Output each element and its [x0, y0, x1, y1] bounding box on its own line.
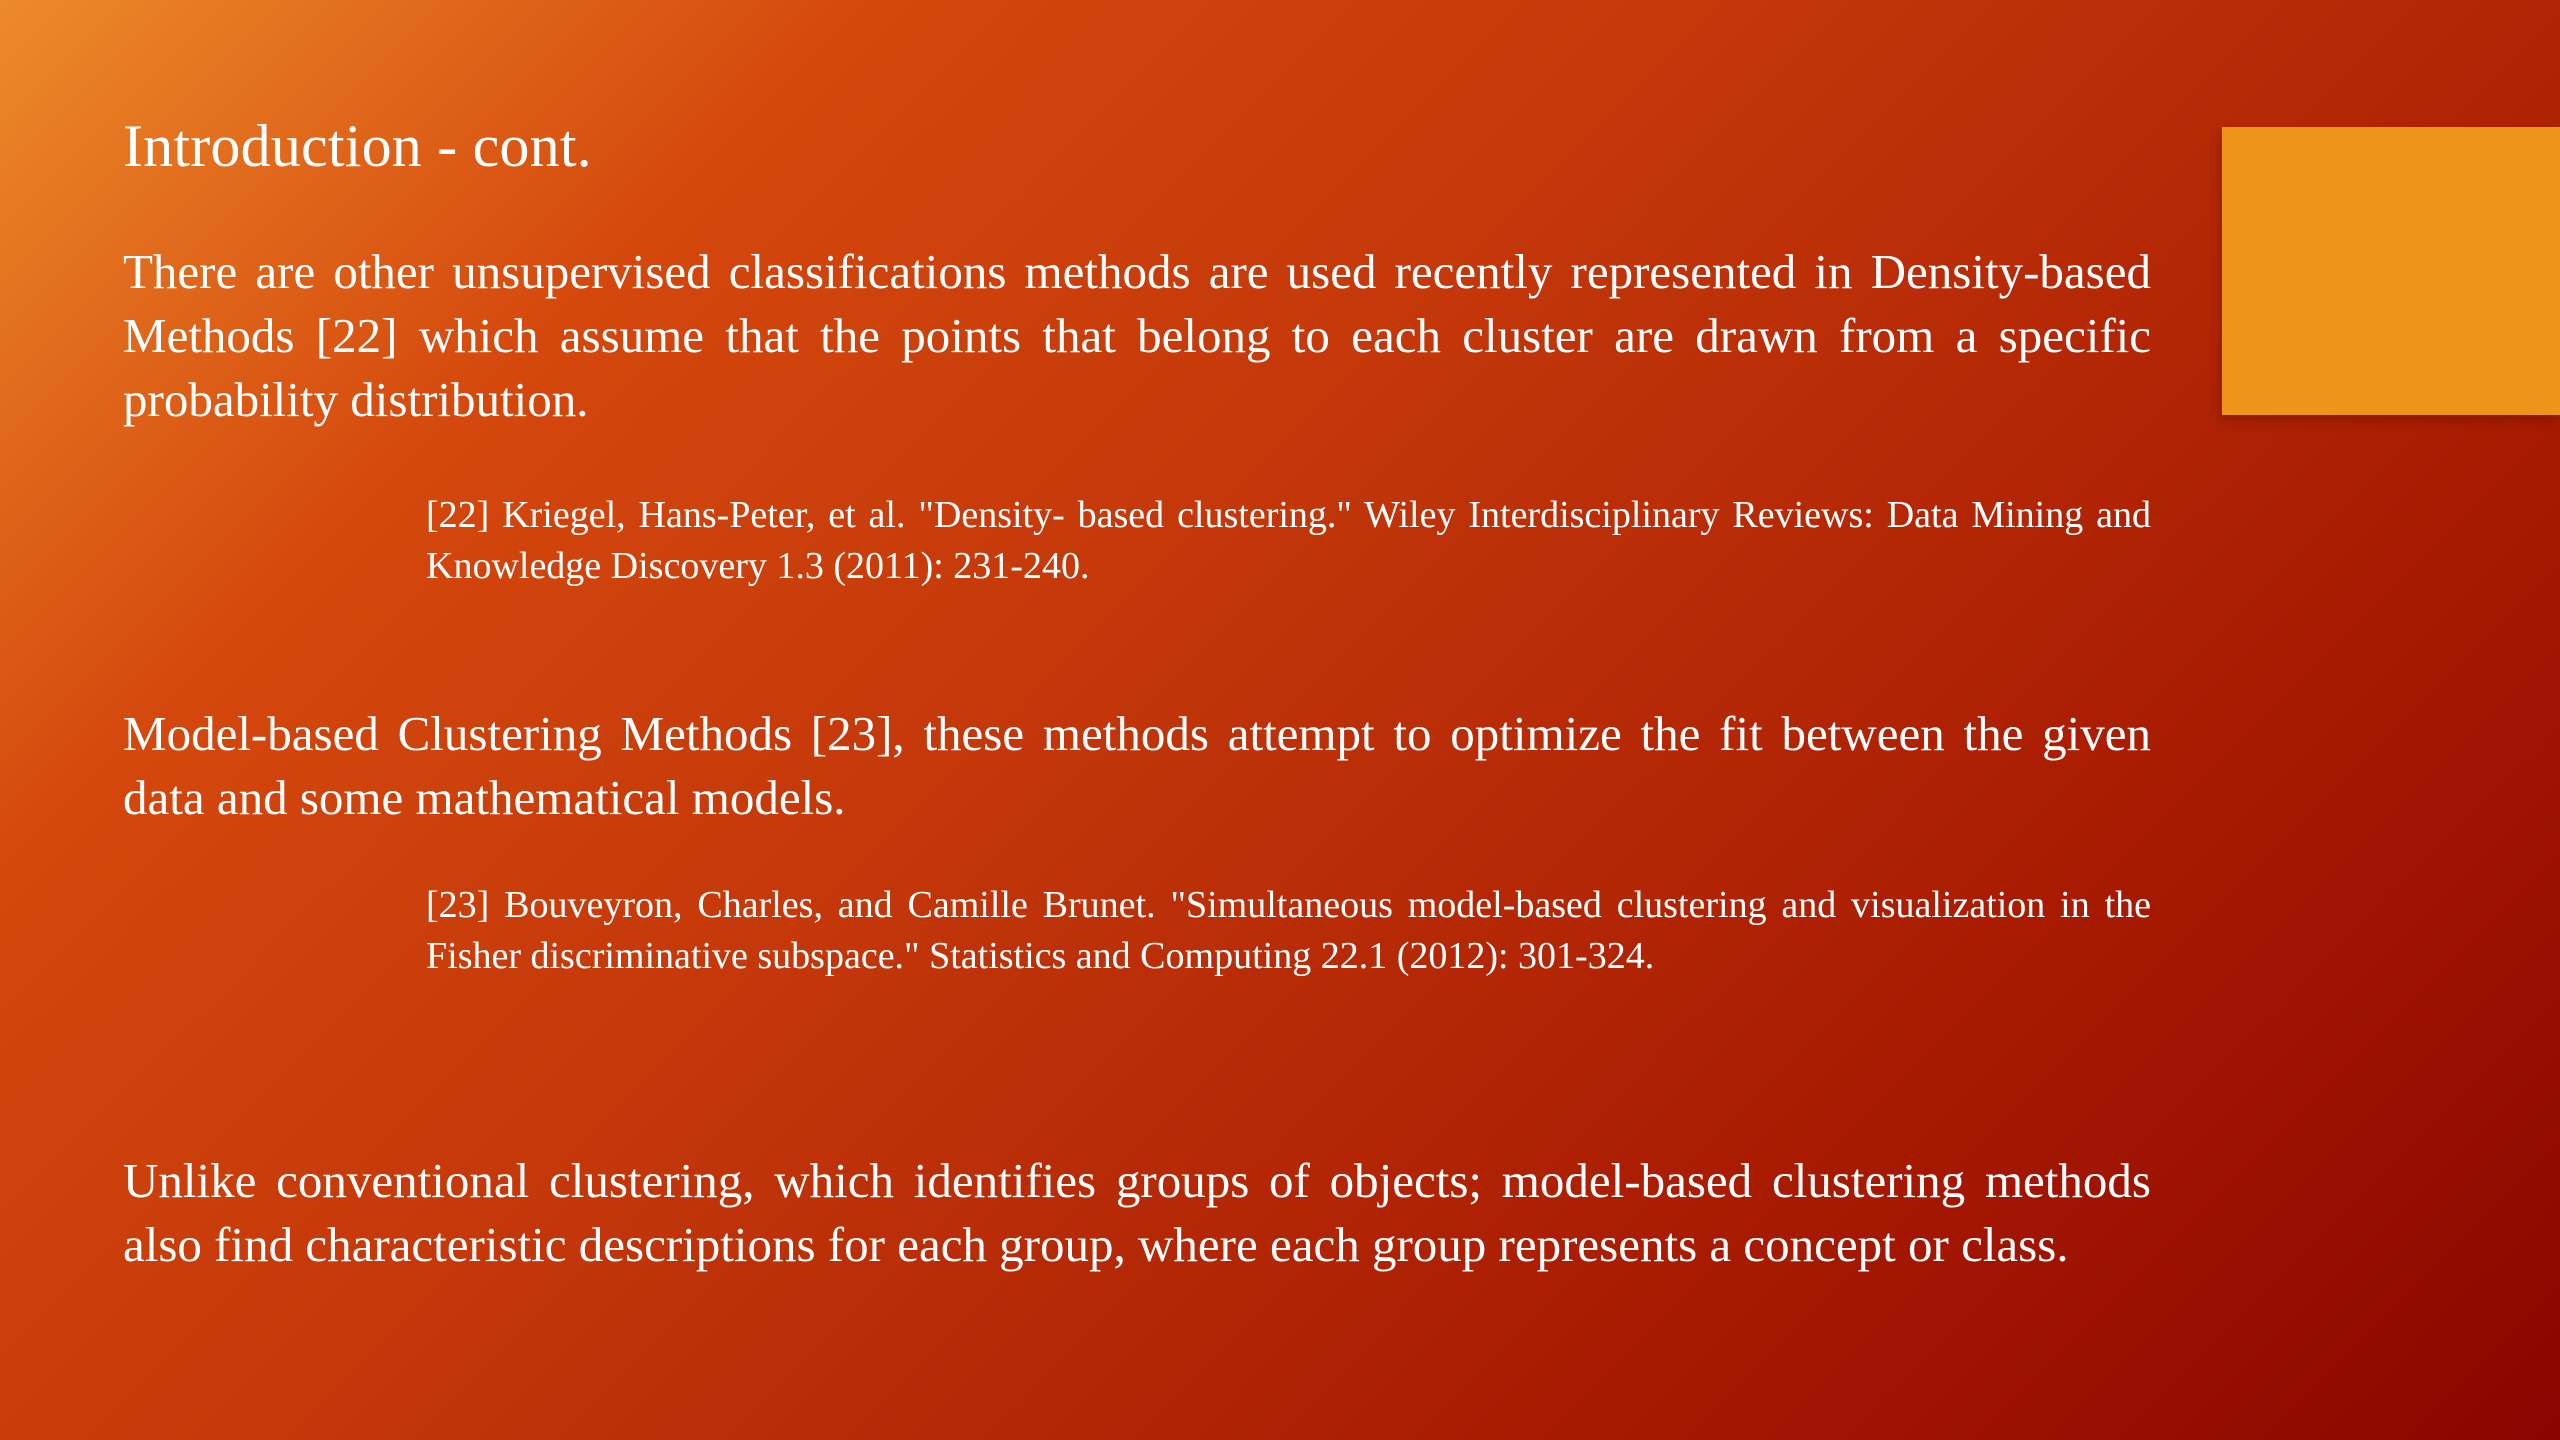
- slide-title: Introduction - cont.: [123, 113, 592, 179]
- accent-block: [2222, 127, 2560, 415]
- paragraph-model-methods: Model-based Clustering Methods [23], these methods attempt to optimize the fit between the given data and some mathematical models.: [123, 706, 2151, 825]
- reference-22: [22] Kriegel, Hans-Peter, et al. "Density- based clustering." Wiley Interdisciplinary Reviews: Data Mining and Knowledge Discovery 1.3 (2011): 231-240.: [426, 494, 2151, 587]
- reference-23: [23] Bouveyron, Charles, and Camille Brunet. "Simultaneous model-based clustering and visualization in the Fisher discriminative subspace." Statistics and Computing 22.1 (2012): 301-324.: [426, 884, 2151, 977]
- paragraph-density-methods: There are other unsupervised classifications methods are used recently represented in Density-based Methods [22] which assume that the points that belong to each cluster are drawn from a specific probability distribution.: [123, 244, 2151, 427]
- paragraph-conventional-clustering: Unlike conventional clustering, which identifies groups of objects; model-based clustering methods also find characteristic descriptions for each group, where each group represents a concept or class.: [123, 1153, 2151, 1272]
